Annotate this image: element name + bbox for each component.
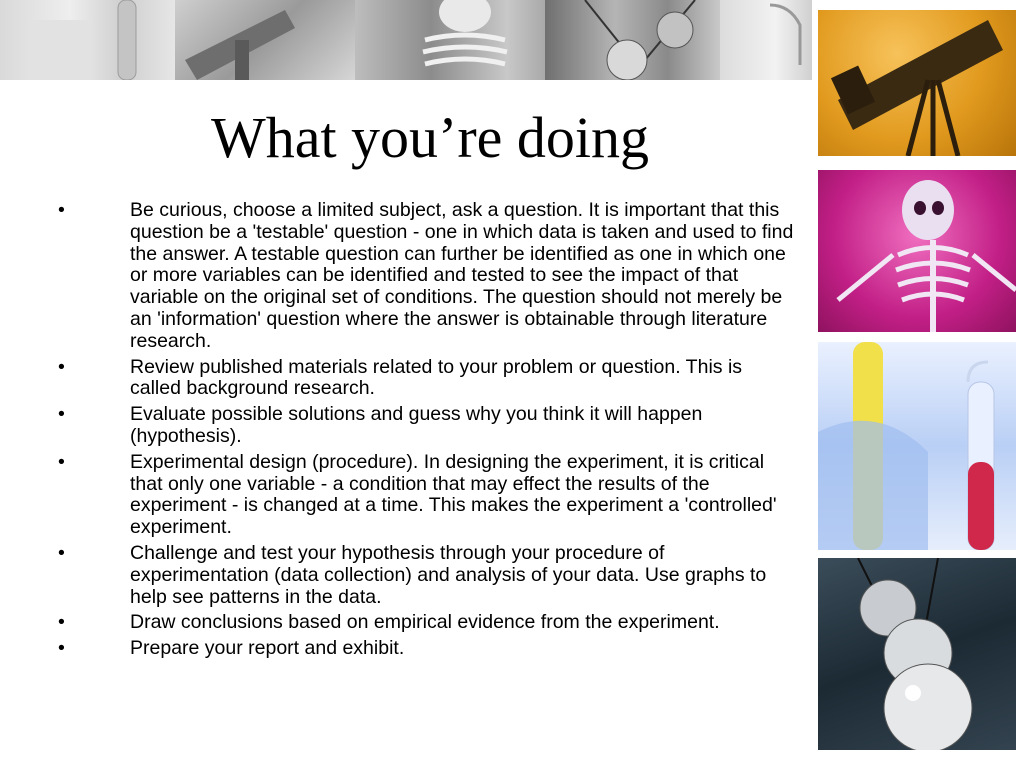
list-item-text: Be curious, choose a limited subject, ask a question. It is important that this question be a 'testable' question - one in which data is taken and used to find the answer. A testable question can further be identified as one in which one or more variables can be identified and tested to see the impact of that variable on the original set of conditions. The question should not merely be an 'information' question where the answer is obtainable through literature research. bbox=[130, 199, 794, 352]
bullet-icon: • bbox=[58, 355, 65, 378]
bullet-icon: • bbox=[58, 450, 65, 473]
bullet-list bbox=[56, 200, 796, 664]
list-item-text: Review published materials related to your problem or question. This is called background research. bbox=[130, 355, 743, 400]
list-item bbox=[56, 452, 796, 539]
skeleton-photo bbox=[818, 170, 1016, 332]
bullet-icon: • bbox=[58, 611, 65, 634]
list-item-text: Evaluate possible solutions and guess why you think it will happen (hypothesis). bbox=[130, 403, 703, 447]
list-item bbox=[56, 638, 796, 660]
list-item bbox=[56, 404, 796, 448]
list-item-text: Prepare your report and exhibit. bbox=[130, 637, 405, 660]
sidebar-photos bbox=[818, 10, 1016, 750]
list-item-text: Draw conclusions based on empirical evidence from the experiment. bbox=[130, 611, 720, 634]
test-tubes-photo bbox=[818, 342, 1016, 550]
banner-skeleton-image bbox=[355, 0, 545, 80]
bullet-icon: • bbox=[58, 541, 65, 564]
bullet-icon: • bbox=[58, 199, 65, 221]
banner-microscope-image bbox=[175, 0, 355, 80]
list-item bbox=[56, 200, 796, 353]
list-item-text: Experimental design (procedure). In designing the experiment, it is critical that only one variable - a condition that may effect the results of the experiment - is changed at a time. This makes the experiment a 'controlled' experiment. bbox=[130, 450, 777, 539]
banner-flask-image bbox=[720, 0, 812, 80]
top-banner bbox=[0, 0, 812, 80]
microscope-photo bbox=[818, 10, 1016, 156]
list-item bbox=[56, 612, 796, 634]
list-item bbox=[56, 357, 796, 401]
bullet-icon: • bbox=[58, 637, 65, 660]
slide-title: What you’re doing bbox=[210, 105, 650, 170]
banner-test-tube-image bbox=[0, 0, 175, 80]
list-item-text: Challenge and test your hypothesis through your procedure of experimentation (data collection) and analysis of your data. Use graphs to help see patterns in the data. bbox=[130, 541, 767, 608]
bullet-icon: • bbox=[58, 403, 65, 426]
banner-newtons-cradle-image bbox=[545, 0, 720, 80]
list-item bbox=[56, 543, 796, 608]
newtons-cradle-photo bbox=[818, 558, 1016, 750]
